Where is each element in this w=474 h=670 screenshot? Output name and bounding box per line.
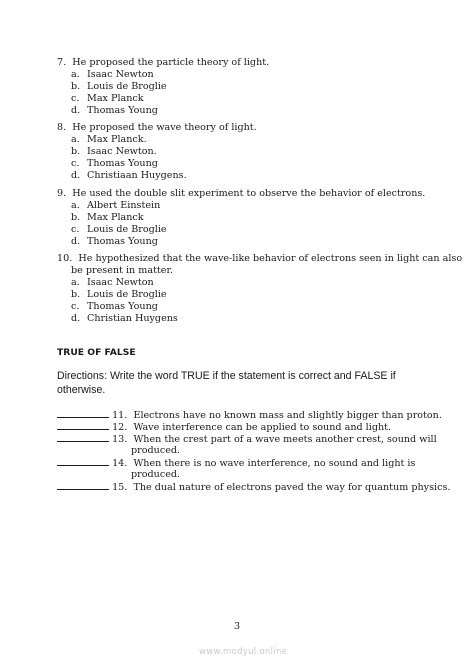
question-9 <box>57 188 425 200</box>
option-7b: b. Louis de Broglie <box>71 81 167 92</box>
option-9b: b. Max Planck <box>71 212 144 223</box>
question-text-line1: He hypothesized that the wave-like behavior of electrons seen in light can also <box>78 253 463 264</box>
page-number: 3 <box>234 621 241 632</box>
question-text: He used the double slit experiment to observe the behavior of electrons. <box>72 188 426 199</box>
question-text: He proposed the particle theory of light. <box>72 57 270 68</box>
tf-item-13: 13. When the crest part of a wave meets another crest, sound will <box>57 433 437 446</box>
option-8b: b. Isaac Newton. <box>71 146 157 157</box>
watermark: www.modyul.online <box>199 647 288 657</box>
answer-blank[interactable] <box>57 409 109 418</box>
answer-blank[interactable] <box>57 481 109 490</box>
answer-blank[interactable] <box>57 457 109 466</box>
option-7d: d. Thomas Young <box>71 105 158 116</box>
question-10 <box>57 253 462 265</box>
tf-item-12: 12. Wave interference can be applied to sound and light. <box>57 421 391 434</box>
question-number: 7. <box>57 57 67 68</box>
option-9d: d. Thomas Young <box>71 236 158 247</box>
option-9a: a. Albert Einstein <box>71 200 161 211</box>
tf-item-15: 15. The dual nature of electrons paved the way for quantum physics. <box>57 481 450 494</box>
tf-item-14: 14. When there is no wave interference, no sound and light is <box>57 457 415 470</box>
question-number: 9. <box>57 188 67 199</box>
option-10b: b. Louis de Broglie <box>71 289 167 300</box>
question-10-line2: be present in matter. <box>71 265 174 276</box>
tf-item-13-line2: produced. <box>131 445 181 456</box>
answer-blank[interactable] <box>57 421 109 430</box>
option-10a: a. Isaac Newton <box>71 277 154 288</box>
question-8 <box>57 122 257 134</box>
tf-item-14-line2: produced. <box>131 469 181 480</box>
question-7 <box>57 57 269 69</box>
option-8c: c. Thomas Young <box>71 158 158 169</box>
question-number: 8. <box>57 122 67 133</box>
directions-line2: otherwise. <box>57 384 106 396</box>
answer-blank[interactable] <box>57 433 109 442</box>
question-number: 10. <box>57 253 73 264</box>
directions-line1: Directions: Write the word TRUE if the statement is correct and FALSE if <box>57 370 396 382</box>
option-7a: a. Isaac Newton <box>71 69 154 80</box>
tf-item-11: 11. Electrons have no known mass and slightly bigger than proton. <box>57 409 442 422</box>
section-heading: TRUE OF FALSE <box>57 347 136 358</box>
option-9c: c. Louis de Broglie <box>71 224 167 235</box>
option-10c: c. Thomas Young <box>71 301 158 312</box>
option-7c: c. Max Planck <box>71 93 144 104</box>
question-text: He proposed the wave theory of light. <box>72 122 257 133</box>
option-8a: a. Max Planck. <box>71 134 147 145</box>
option-10d: d. Christian Huygens <box>71 313 178 324</box>
option-8d: d. Christiaan Huygens. <box>71 170 187 181</box>
